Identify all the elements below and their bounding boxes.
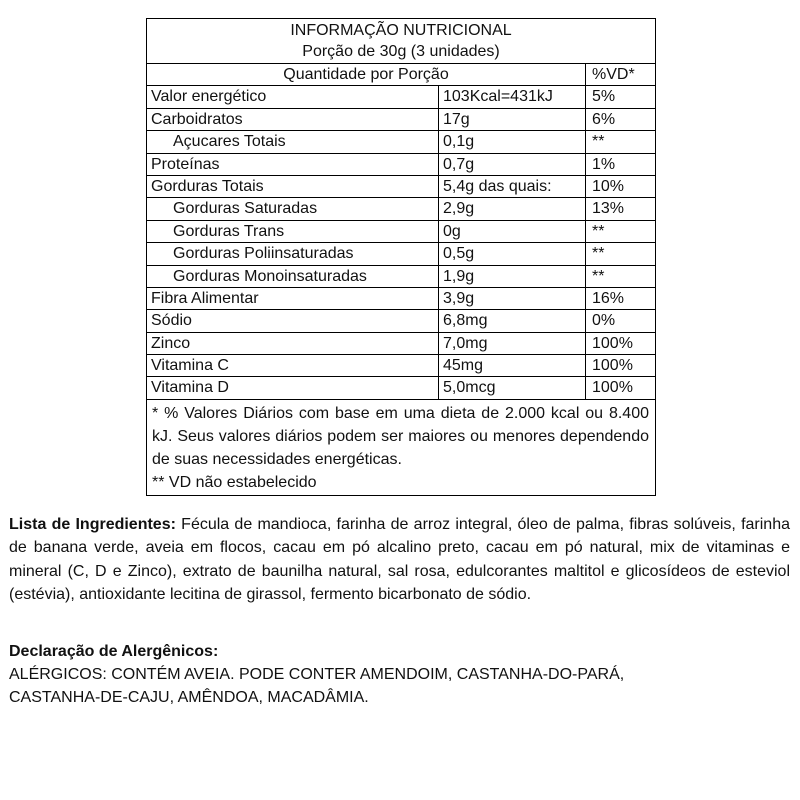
nutrient-vd: **	[592, 245, 605, 263]
nutrient-vd: 1%	[592, 155, 616, 173]
nutrient-row	[147, 86, 655, 108]
allergens-line-1: ALÉRGICOS: CONTÉM AVEIA. PODE CONTER AMENDOIM, CASTANHA-DO-PARÁ,	[9, 666, 625, 683]
nutrient-amount: 6,8mg	[439, 310, 586, 331]
nutrition-table	[146, 18, 656, 496]
nutrient-amount: 17g	[439, 109, 586, 130]
nutrient-row	[147, 221, 655, 243]
nutrient-row	[147, 333, 655, 355]
quantity-header: Quantidade por Porção	[147, 64, 586, 85]
nutrient-amount: 7,0mg	[439, 333, 586, 354]
nutrient-name: Vitamina D	[147, 377, 439, 398]
nutrient-name: Vitamina C	[147, 355, 439, 376]
nutrient-amount: 0,7g	[439, 154, 586, 175]
nutrient-row	[147, 377, 655, 399]
nutrient-name: Gorduras Trans	[147, 221, 439, 242]
allergens-line-2: CASTANHA-DE-CAJU, AMÊNDOA, MACADÂMIA.	[9, 689, 369, 706]
nutrient-amount: 5,0mcg	[439, 377, 586, 398]
nutrient-name: Gorduras Totais	[147, 176, 439, 197]
nutrient-amount: 2,9g	[439, 198, 586, 219]
nutrient-vd: 13%	[592, 200, 625, 218]
nutrient-vd: 100%	[592, 334, 633, 352]
nutrient-row	[147, 243, 655, 265]
nutrient-name: Gorduras Saturadas	[147, 198, 439, 219]
nutrition-title: INFORMAÇÃO NUTRICIONAL	[290, 22, 512, 39]
nutrient-row	[147, 266, 655, 288]
nutrient-amount: 3,9g	[439, 288, 586, 309]
nutrient-vd: 100%	[592, 357, 633, 375]
nutrient-row	[147, 154, 655, 176]
nutrient-vd: 10%	[592, 177, 625, 195]
nutrient-vd: **	[592, 222, 605, 240]
nutrient-name: Gorduras Poliinsaturadas	[147, 243, 439, 264]
nutrient-name: Gorduras Monoinsaturadas	[147, 266, 439, 287]
allergens-title: Declaração de Alergênicos:	[9, 643, 219, 660]
nutrient-vd: 0%	[592, 312, 616, 330]
nutrient-row	[147, 198, 655, 220]
vd-header: %VD*	[592, 66, 635, 83]
nutrient-vd: 6%	[592, 110, 616, 128]
ingredients-title: Lista de Ingredientes:	[9, 516, 176, 533]
nutrient-row	[147, 109, 655, 131]
nutrient-name: Valor energético	[147, 86, 439, 107]
nutrient-vd: 16%	[592, 289, 625, 307]
nutrient-name: Sódio	[147, 310, 439, 331]
nutrient-amount: 1,9g	[439, 266, 586, 287]
footnote-vd-not-established: ** VD não estabelecido	[152, 473, 317, 491]
nutrient-vd: **	[592, 133, 605, 151]
nutrient-vd: 5%	[592, 88, 616, 106]
nutrient-amount: 103Kcal=431kJ	[439, 86, 586, 107]
column-header-row	[147, 64, 655, 86]
nutrient-amount: 0,5g	[439, 243, 586, 264]
nutrient-rows	[147, 86, 655, 399]
nutrient-row	[147, 131, 655, 153]
nutrient-row	[147, 310, 655, 332]
nutrient-amount: 45mg	[439, 355, 586, 376]
nutrient-name: Fibra Alimentar	[147, 288, 439, 309]
allergens-section	[9, 640, 790, 709]
nutrient-vd: **	[592, 267, 605, 285]
nutrient-row	[147, 288, 655, 310]
portion-size: Porção de 30g (3 unidades)	[302, 43, 500, 60]
nutrient-name: Carboidratos	[147, 109, 439, 130]
nutrient-row	[147, 355, 655, 377]
nutrient-amount: 0,1g	[439, 131, 586, 152]
nutrient-name: Zinco	[147, 333, 439, 354]
footnote-daily-values: * % Valores Diários com base em uma dieta de 2.000 kcal ou 8.400 kJ. Seus valores diários podem ser maiores ou menores dependendo de suas necessidades energéticas.	[152, 404, 649, 468]
nutrient-amount: 0g	[439, 221, 586, 242]
nutrient-name: Proteínas	[147, 154, 439, 175]
footnote	[147, 400, 655, 495]
nutrient-row	[147, 176, 655, 198]
nutrient-name: Açucares Totais	[147, 131, 439, 152]
nutrition-table-header	[147, 19, 655, 64]
ingredients-text: Fécula de mandioca, farinha de arroz integral, óleo de palma, fibras solúveis, farinha de banana verde, aveia em flocos, cacau em pó alcalino preto, cacau em pó natural, mix de vitaminas e mineral (C, D e Zinco), extrato de baunilha natural, sal rosa, edulcorantes maltitol e glicosídeos de esteviol (estévia), antioxidante lecitina de girassol, fermento bicarbonato de sódio.	[9, 516, 790, 603]
ingredients-section	[9, 513, 790, 606]
nutrient-vd: 100%	[592, 379, 633, 397]
nutrient-amount: 5,4g das quais:	[439, 176, 586, 197]
